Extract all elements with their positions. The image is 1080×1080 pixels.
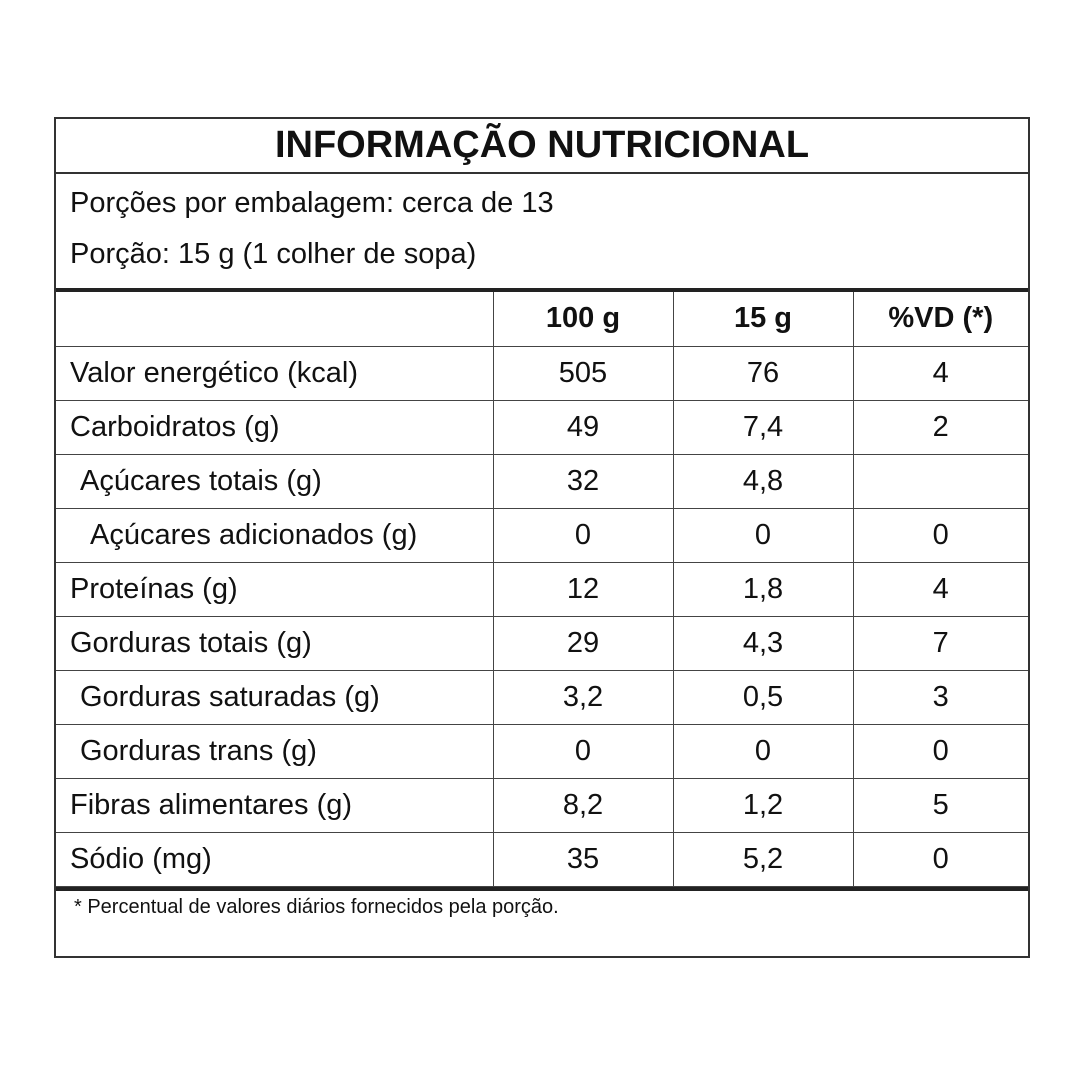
nutrient-name: Açúcares totais (g) — [56, 454, 493, 508]
nutrient-table — [56, 292, 1028, 887]
nutrient-name: Valor energético (kcal) — [56, 346, 493, 400]
servings-per-package: Porções por embalagem: cerca de 13 — [70, 187, 554, 219]
value-100g: 29 — [493, 616, 673, 670]
column-header-100g: 100 g — [493, 292, 673, 346]
nutrient-name: Sódio (mg) — [56, 832, 493, 886]
nutrient-name: Gorduras totais (g) — [56, 616, 493, 670]
value-15g: 4,8 — [673, 454, 853, 508]
column-header-15g: 15 g — [673, 292, 853, 346]
value-daily-percent: 5 — [853, 778, 1028, 832]
value-100g: 3,2 — [493, 670, 673, 724]
nutrient-name: Gorduras saturadas (g) — [56, 670, 493, 724]
nutrient-name: Fibras alimentares (g) — [56, 778, 493, 832]
table-row — [56, 562, 1028, 616]
value-15g: 1,2 — [673, 778, 853, 832]
nutrition-facts-label — [54, 117, 1030, 958]
value-daily-percent: 4 — [853, 346, 1028, 400]
value-daily-percent: 7 — [853, 616, 1028, 670]
table-row — [56, 778, 1028, 832]
value-100g: 12 — [493, 562, 673, 616]
label-title: INFORMAÇÃO NUTRICIONAL — [56, 119, 1028, 174]
value-100g: 32 — [493, 454, 673, 508]
value-15g: 0 — [673, 724, 853, 778]
table-row — [56, 400, 1028, 454]
table-header-row — [56, 292, 1028, 346]
value-100g: 35 — [493, 832, 673, 886]
value-100g: 0 — [493, 724, 673, 778]
table-row — [56, 508, 1028, 562]
column-header-nutrient — [56, 292, 493, 346]
footnote: * Percentual de valores diários fornecidos pela porção. — [74, 895, 559, 918]
value-15g: 0 — [673, 508, 853, 562]
value-daily-percent: 0 — [853, 724, 1028, 778]
value-15g: 7,4 — [673, 400, 853, 454]
value-100g: 0 — [493, 508, 673, 562]
serving-size: Porção: 15 g (1 colher de sopa) — [70, 238, 477, 270]
value-15g: 76 — [673, 346, 853, 400]
value-100g: 8,2 — [493, 778, 673, 832]
value-15g: 4,3 — [673, 616, 853, 670]
table-row — [56, 832, 1028, 886]
value-15g: 5,2 — [673, 832, 853, 886]
nutrient-name: Gorduras trans (g) — [56, 724, 493, 778]
table-row — [56, 346, 1028, 400]
table-row — [56, 454, 1028, 508]
value-daily-percent: 4 — [853, 562, 1028, 616]
value-100g: 49 — [493, 400, 673, 454]
value-daily-percent: 3 — [853, 670, 1028, 724]
value-daily-percent: 0 — [853, 832, 1028, 886]
column-header-daily-value: %VD (*) — [853, 292, 1028, 346]
nutrient-name: Carboidratos (g) — [56, 400, 493, 454]
value-daily-percent — [853, 454, 1028, 508]
table-row — [56, 616, 1028, 670]
serving-info — [56, 174, 1028, 288]
value-daily-percent: 0 — [853, 508, 1028, 562]
table-row — [56, 670, 1028, 724]
nutrient-name: Açúcares adicionados (g) — [56, 508, 493, 562]
value-100g: 505 — [493, 346, 673, 400]
nutrient-name: Proteínas (g) — [56, 562, 493, 616]
value-15g: 0,5 — [673, 670, 853, 724]
table-row — [56, 724, 1028, 778]
value-daily-percent: 2 — [853, 400, 1028, 454]
value-15g: 1,8 — [673, 562, 853, 616]
